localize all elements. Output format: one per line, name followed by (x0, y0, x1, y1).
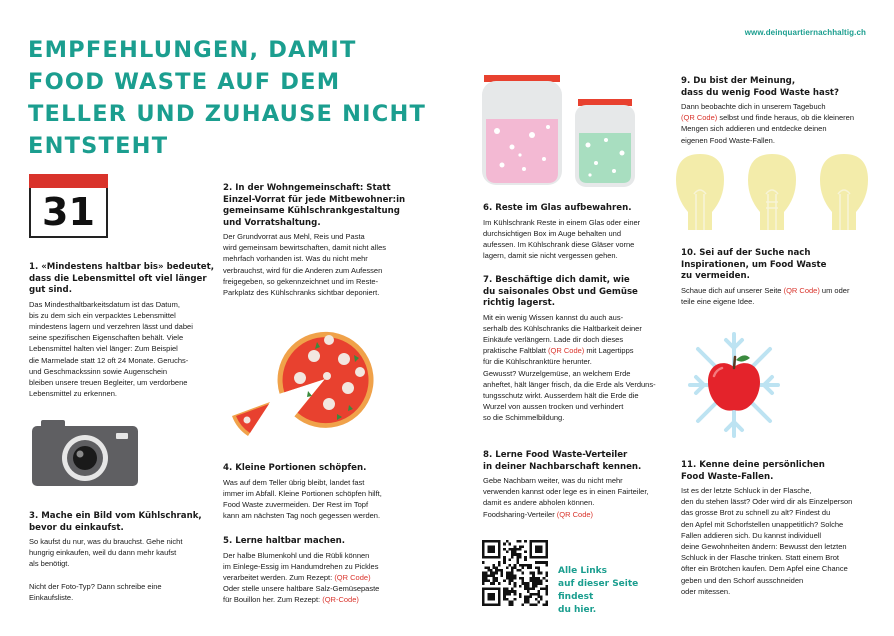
tip-4-text: Was auf dem Teller übrig bleibt, landet fast immer im Abfall. Kleine Portionen schöpfen hilft, Food Waste zuvermeiden. Der Rest im Topf kann am nächsten Tag noch gegessen werden. (223, 477, 382, 521)
jars-icon (482, 75, 642, 195)
tip-6 (483, 203, 683, 261)
website-url[interactable]: www.deinquartiernachhaltig.ch (744, 28, 866, 37)
qr-code-link[interactable]: (QR Code) (681, 113, 718, 123)
tip-4 (223, 463, 438, 521)
tip-6-title: 6. Reste im Glas aufbewahren. (483, 203, 632, 213)
tip-3-extra: Nicht der Foto-Typ? Dann schreibe eine Einkaufsliste. (29, 581, 162, 602)
all-links-note: Alle Links auf dieser Seite findest du hier. (558, 566, 639, 615)
tip-8-text: Gebe Nachbarn weiter, was du nicht mehr verwenden kannst oder lege es in einen Fairteiler, damit es andere abholen können. Foodsharing-Verteiler (QR Code) (483, 476, 649, 519)
tip-1-text: Das Mindesthaltbarkeitsdatum ist das Datum, bis zu dem sich ein verpacktes Lebensmittel mindestens lagern und verzehren lässt und dabei seine spezifischen Eigenschaften behält. Viele Lebensmittel halten viel länger: Zum Beispiel die Marmelade statt 12 oft 24 Monate. Geruchs- und Geschmackssinn sowie Augenschein bleiben unsere treuen Begleiter, um verdorbene Lebensmittel zu erkennen. (29, 299, 193, 399)
qr-code-link[interactable]: (QR Code) (334, 572, 371, 582)
pizza-icon (228, 318, 428, 444)
tip-3 (29, 511, 229, 603)
page-title: EMPFEHLUNGEN, DAMIT FOOD WASTE AUF DEM TELLER UND ZUHAUSE NICHT ENTSTEHT (28, 37, 427, 159)
tip-10-title: 10. Sei auf der Suche nach Inspirationen, um Food Waste zu vermeiden. (681, 248, 827, 281)
tip-2-text: Der Grundvorrat aus Mehl, Reis und Pasta wird gemeinsam bewirtschaften, damit nicht alles mehrfach vorhanden ist. Was du nicht mehr verbrauchst, wird für die Anderen zum Aufessen freigegeben, so gekennzeichnet und im Reste- Parkplatz des Kühlschranks sichtbar deponiert. (223, 232, 386, 298)
tip-6-text: Im Kühlschrank Reste in einem Glas oder einer durchsichtigen Box im Auge behalten und aufessen. Im Kühlschrank diese Gläser vorne lagern, damit sie nicht vergessen gehen. (483, 217, 641, 261)
qr-code-link[interactable]: (QR Code) (783, 285, 820, 295)
tip-9 (681, 76, 881, 146)
tip-3-title: 3. Mache ein Bild vom Kühlschrank, bevor du einkaufst. (29, 511, 202, 533)
frozen-apple-icon (684, 330, 784, 440)
tip-4-title: 4. Kleine Portionen schöpfen. (223, 463, 367, 473)
tip-10-text: Schaue dich auf unserer Seite (QR Code) um oder teile eine eigene Idee. (681, 285, 850, 306)
tip-7 (483, 275, 683, 424)
tip-3-text: So kaufst du nur, was du brauchst. Gehe nicht hungrig einkaufen, weil du dann mehr kaufst als benötigt. (29, 537, 183, 569)
camera-icon (32, 420, 138, 486)
qr-code-link[interactable]: (QR-Code) (322, 595, 359, 605)
tip-5-title: 5. Lerne haltbar machen. (223, 536, 346, 546)
tip-5 (223, 536, 438, 606)
tip-11-title: 11. Kenne deine persönlichen Food Waste-Fallen. (681, 460, 825, 482)
tip-10 (681, 248, 881, 307)
qr-code-link[interactable]: (QR Code) (548, 346, 585, 356)
tip-9-text: Dann beobachte dich in unserem Tagebuch (QR Code) selbst und finde heraus, ob die kleineren Mengen sich addieren und entdecke deinen eigenen Food Waste-Fallen. (681, 102, 855, 145)
tip-7-text: Mit ein wenig Wissen kannst du auch aus- serhalb des Kühlschranks die Haltbarkeit deiner Einkäufe verlängern. Lade dir doch dieses praktische Faltblatt (QR Code) mit Lagertipps für die Kühlschranktüre herunter. Gewusst? Wurzelgemüse, an welchem Erde anheftet, hält länger frisch, da die Erde als Verduns- tungsschutz wirkt. Ausserdem hält die Erde die Wurzel von aussen trocken und verhindert so die Schimmelbildung. (483, 312, 656, 423)
tip-1-title: 1. «Mindestens haltbar bis» bedeutet, dass die Lebensmittel oft viel länger gut sind. (29, 262, 214, 295)
light-bulbs-icon (676, 150, 872, 232)
tip-7-title: 7. Beschäftige dich damit, wie du saisonales Obst und Gemüse richtig lagerst. (483, 275, 638, 308)
tip-11 (681, 460, 891, 597)
tip-2 (223, 183, 438, 298)
qr-code[interactable] (482, 540, 548, 606)
tip-1 (29, 262, 229, 399)
tip-9-title: 9. Du bist der Meinung, dass du wenig Food Waste hast? (681, 76, 840, 98)
tip-5-text: Der halbe Blumenkohl und die Rübli können im Einlege-Essig im Handumdrehen zu Pickles verarbeitet werden. Zum Rezept: (QR Code) Oder stelle unsere haltbare Salz-Gemüsepaste für Bouillon her. Zum Rezept: (QR-Code) (223, 550, 380, 605)
qr-code-link[interactable]: (QR Code) (556, 509, 594, 519)
calendar-icon (29, 174, 108, 238)
tip-2-title: 2. In der Wohngemeinschaft: Statt Einzel-Vorrat für jede Mitbewohner:in gemeinsame Kühlschrankgestaltung und Vorratshaltung. (223, 183, 406, 228)
tip-8-title: 8. Lerne Food Waste-Verteiler in deiner Nachbarschaft kennen. (483, 450, 642, 472)
tip-8 (483, 450, 683, 520)
tip-11-text: Ist es der letzte Schluck in der Flasche, den du stehen lässt? Oder wird dir als Einzelperson das grosse Brot zu schnell zu alt? Findest du den Apfel mit Schorfstellen unappetitlich? Solche Fallen addieren sich. Du kannst individuell deine Gewohnheiten ändern: Bewusst den letzten Schluck in der Flasche trinken. Statt einem Brot öfter ein Brötchen kaufen. Dem Apfel eine Chance geben und den Schorf ausschneiden oder mitessen. (681, 486, 853, 596)
calendar-number: 31 (29, 188, 108, 238)
